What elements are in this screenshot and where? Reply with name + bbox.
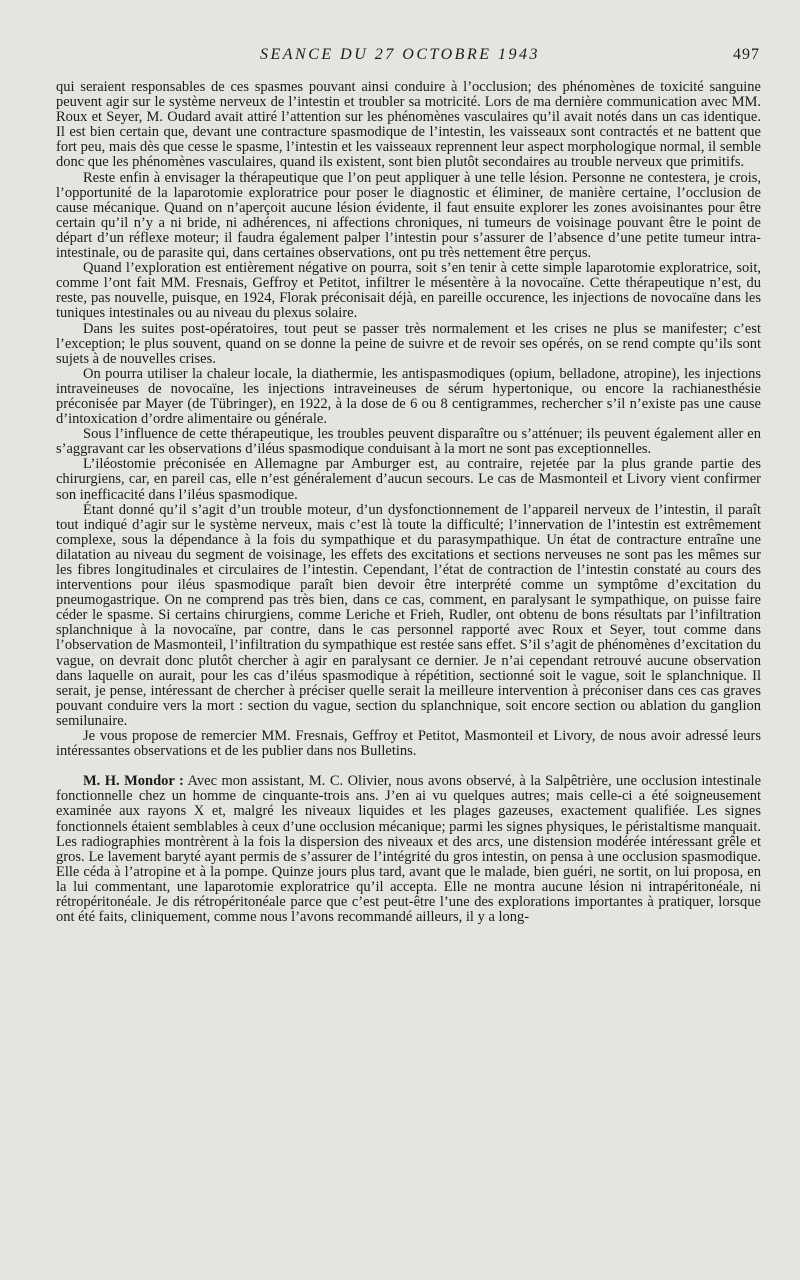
paragraph: On pourra utiliser la chaleur locale, la diathermie, les antispasmodiques (opium, belladone, atropine), les injections intraveineuses de novocaïne, les injections intraveineuses de sérum hypertonique, ou encore la rachianesthésie préconisée par Mayer (de Tübringer), en 1922, à la dose de 6 ou 8 centigrammes, rechercher s’il n’existe pas une cause d’intoxication d’ordre alimentaire ou générale. (56, 365, 761, 428)
paragraph: Quand l’exploration est entièrement négative on pourra, soit s’en tenir à cette simple laparotomie exploratrice, soit, comme l’ont fait MM. Fresnais, Geffroy et Petitot, infiltrer le mésentère à la novocaïne. Cette thérapeutique n’est, du reste, pas nouvelle, puisque, en 1924, Florak préconisait déjà, en pareille occurence, les injections de novocaïne dans les tuniques intestinales ou au niveau du plexus solaire. (56, 260, 761, 322)
intervention-paragraph (56, 774, 761, 925)
paragraph: Dans les suites post-opératoires, tout peut se passer très normalement et les crises ne plus se manifester; c’est l’exception; le plus souvent, quand on se donne la peine de suivre et de revoir ses opérés, on se rend compte qu’ils sont sujets à de nouvelles crises. (56, 320, 761, 367)
paragraph: Reste enfin à envisager la thérapeutique que l’on peut appliquer à une telle lésion. Personne ne contestera, je crois, l’opportunité de la laparotomie exploratrice pour poser le diagnostic et éliminer, de manière certaine, l’occlusion de cause mécanique. Quand on n’aperçoit aucune lésion évidente, il faut ensuite explorer les zones avoisinantes pour être certain qu’il n’y a ni bride, ni adhérences, ni affections chroniques, ni tumeurs de voisinage pouvant être le point de départ d’un réflexe moteur; il faudra également palper l’intestin pour s’assurer de l’absence d’une petite tumeur intra-intestinale, ou de parasite qui, dans certaines observations, ont pu très nettement être perçus. (56, 169, 761, 262)
running-head: SEANCE DU 27 OCTOBRE 1943 (260, 46, 540, 63)
paragraph: Je vous propose de remercier MM. Fresnais, Geffroy et Petitot, Masmonteil et Livory, de nous avoir adressé leurs intéressantes observations et de les publier dans nos Bulletins. (56, 728, 761, 760)
speaker-name: M. H. Mondor : (83, 773, 184, 790)
page-header (0, 46, 800, 66)
page-number: 497 (733, 46, 760, 63)
paragraph: Sous l’influence de cette thérapeutique, les troubles peuvent disparaître ou s’atténuer; ils peuvent également aller en s’aggravant car les observations d’iléus spasmodique conduisant à la mort ne sont pas exceptionnelles. (56, 426, 761, 458)
body-text (56, 80, 761, 925)
paragraph: qui seraient responsables de ces spasmes pouvant ainsi conduire à l’occlusion; des phénomènes de toxicité sanguine peuvent agir sur le système nerveux de l’intestin et troubler sa motricité. Lors de ma dernière communication avec MM. Roux et Seyer, M. Oudard avait attiré l’attention sur les phénomènes vasculaires qu’il avait notés dans un cas identique. Il est bien certain que, devant une contracture spasmodique de l’intestin, les vaisseaux sont contractés et ne battent que fort peu, mais dès que cesse le spasme, l’intestin et les vaisseaux reprennent leur aspect morphologique normal, il semble donc que les phénomènes vasculaires, quand ils existent, sont bien plutôt secondaires au trouble nerveux que primitifs. (56, 79, 761, 171)
paragraph: L’iléostomie préconisée en Allemagne par Amburger est, au contraire, rejetée par la plus grande partie des chirurgiens, car, en pareil cas, elle n’est généralement d’aucun secours. Le cas de Masmonteil et Livory vient confirmer son inefficacité dans l’iléus spasmodique. (56, 456, 761, 503)
paragraph: Étant donné qu’il s’agit d’un trouble moteur, d’un dysfonctionnement de l’appareil nerveux de l’intestin, il paraît tout indiqué d’agir sur le système nerveux, mais c’est là toute la difficulté; l’innervation de l’intestin est extrêmement complexe, sous la dépendance à la fois du sympathique et du parasympathique. Un état de contracture entraîne une dilatation au niveau du segment de voisinage, les effets des excitations et sections nerveuses ne sont pas les mêmes sur les fibres longitudinales et circulaires de l’intestin. Cependant, l’état de contraction de l’intestin constaté au cours des interventions pour iléus spasmodique paraît bien devoir être interprété comme un symptôme d’excitation du pneumogastrique. On ne comprend pas très bien, dans ce cas, comment, en paralysant le sympathique, on puisse faire céder le spasme. Si certains chirurgiens, comme Leriche et Frieh, Rudler, ont obtenu de bons résultats par l’infiltration splanchnique à la novocaïne, par contre, dans le cas personnel rapporté avec Roux et Seyer, tout comme dans l’observation de Masmonteil, l’infiltration du sympathique est restée sans effet. S’il s’agit de phénomènes d’excitation du vague, on devrait donc plutôt chercher à agir en paralysant ce dernier. Je n’ai cependant retrouvé aucune observation dans laquelle on aurait, pour les cas d’iléus spasmodique à répétition, sectionné soit le vague, soit le splanchnique. Il serait, je pense, intéressant de chercher à préciser quelle serait la meilleure intervention à préconiser dans ces cas graves pouvant conduire vers la mort : section du vague, section du splanchnique, soit encore section ou ablation du ganglion semilunaire. (56, 501, 761, 729)
intervention-text: Avec mon assistant, M. C. Olivier, nous avons observé, à la Salpêtrière, une occlusion intestinale fonctionnelle chez un homme de cinquante-trois ans. J’en ai vu quelques autres; mais celle-ci a été soigneusement examinée aux rayons X et, malgré les niveaux liquides et les plages gazeuses, exactement qualifiée. Les signes fonctionnels étaient semblables à ceux d’une occlusion mécanique; parmi les signes physiques, le péristaltisme manquait. Les radiographies montrèrent à la fois la dispersion des niveaux et des arcs, une distension modérée intéressant grêle et gros. Le lavement baryté ayant permis de s’assurer de l’intégrité du gros intestin, on pensa à une occlusion spasmodique. Elle céda à l’atropine et à la pompe. Quinze jours plus tard, avant que le malade, bien guéri, ne sortit, on lui proposa, en la lui commentant, une laparotomie exploratrice qu’il accepta. Elle ne montra aucune lésion ni intrapéritonéale, ni rétropéritonéale. Je dis rétropéritonéale parce que c’est peut-être l’une des explorations importantes à pratiquer, lorsque ont été faits, cliniquement, comme nous l’avons recommandé ailleurs, il y a long- (56, 773, 762, 926)
